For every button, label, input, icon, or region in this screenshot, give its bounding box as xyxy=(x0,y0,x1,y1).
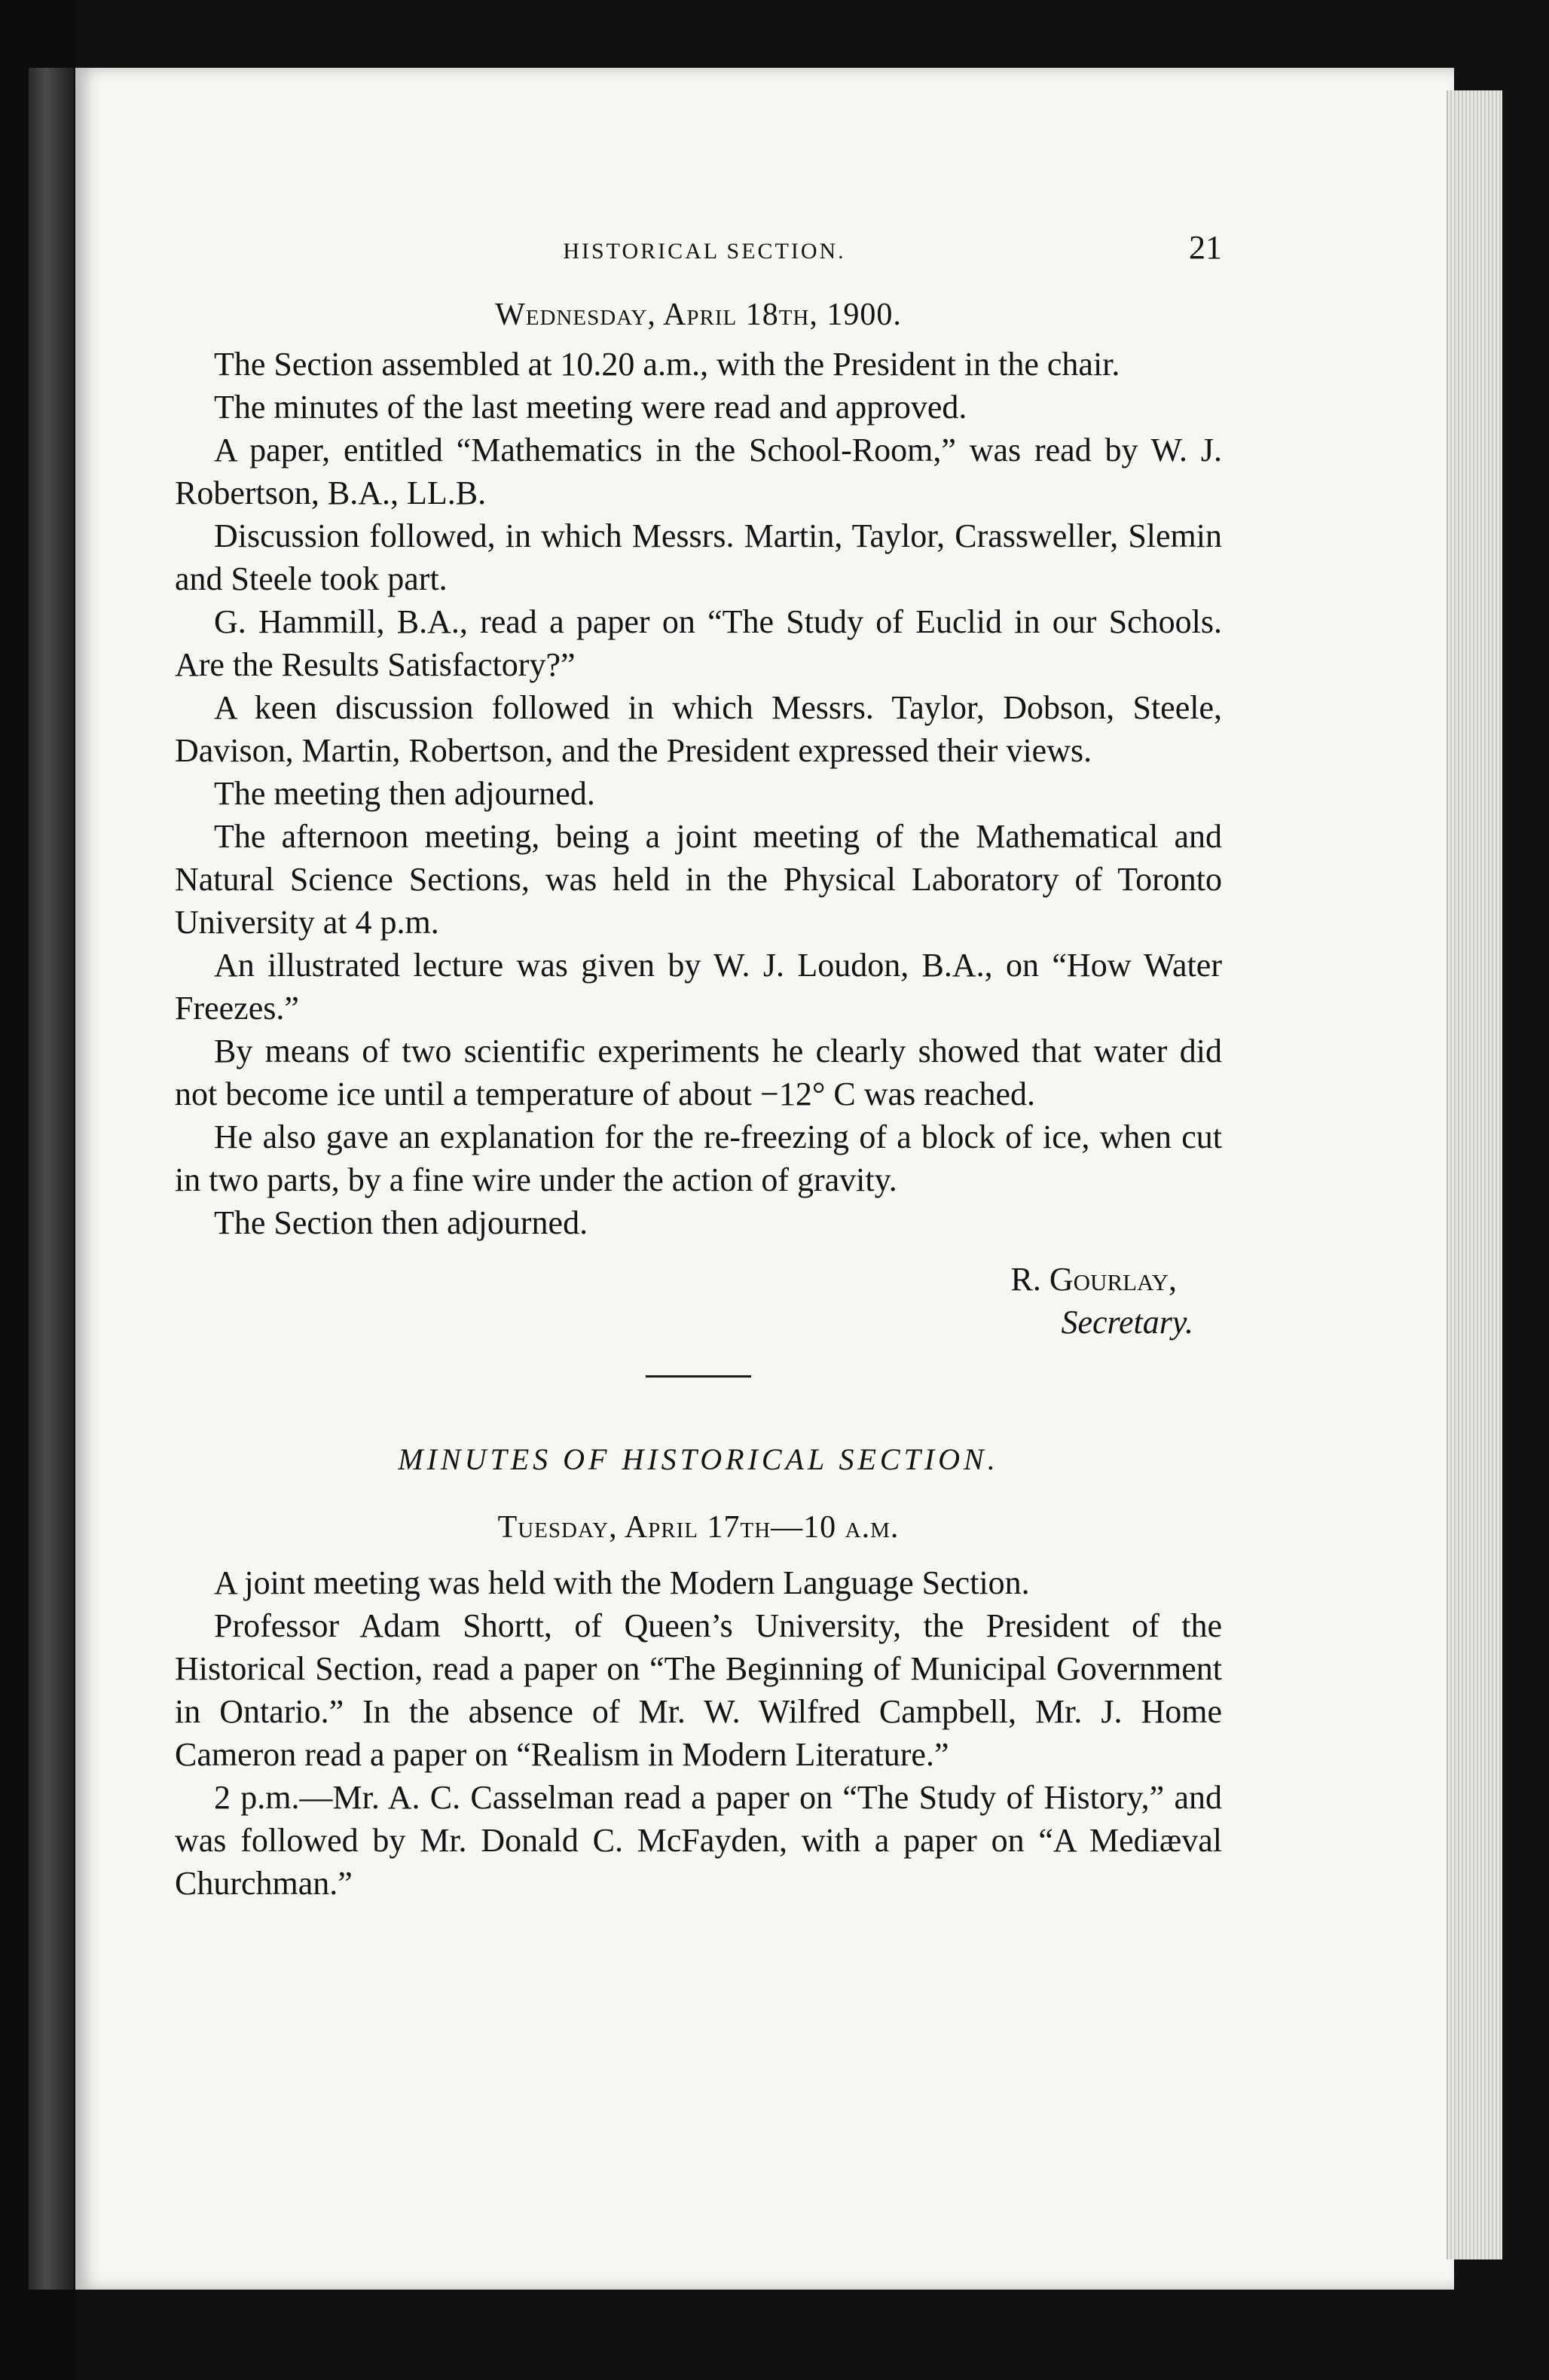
page-text xyxy=(175,226,1222,1905)
paragraph: He also gave an explanation for the re-freezing of a block of ice, when cut in two parts, by a fine wire under the action of gravity. xyxy=(175,1118,1222,1198)
paragraph: The Section then adjourned. xyxy=(214,1204,588,1241)
paragraph: An illustrated lecture was given by W. J. Loudon, B.A., on “How Water Freezes.” xyxy=(175,947,1222,1027)
date-heading-tuesday: Tuesday, April 17th—10 a.m. xyxy=(497,1510,900,1545)
paragraph: 2 p.m.—Mr. A. C. Casselman read a paper on “The Study of History,” and was followed by Mr. Donald C. McFayden, with a paper on “A Mediæval Churchman.” xyxy=(175,1779,1222,1902)
paragraph: The meeting then adjourned. xyxy=(214,775,595,812)
paragraph: A paper, entitled “Mathematics in the School-Room,” was read by W. J. Robertson, B.A., LL.B. xyxy=(175,432,1222,511)
signature-role: Secretary. xyxy=(1061,1304,1193,1341)
page-stack-edge xyxy=(1447,90,1502,2259)
section-title: MINUTES OF HISTORICAL SECTION. xyxy=(398,1442,999,1476)
date-heading-wednesday: Wednesday, April 18th, 1900. xyxy=(495,298,902,332)
paragraph: The afternoon meeting, being a joint meeting of the Mathematical and Natural Science Sections, was held in the Physical Laboratory of Toronto University at 4 p.m. xyxy=(175,818,1222,941)
running-title: HISTORICAL SECTION. xyxy=(563,239,846,264)
page-number: 21 xyxy=(1189,229,1222,266)
paragraph: By means of two scientific experiments he clearly showed that water did not become ice until a temperature of about −12° C was reached. xyxy=(175,1033,1222,1112)
book-binding-edge xyxy=(29,68,74,2290)
paragraph: A keen discussion followed in which Messrs. Taylor, Dobson, Steele, Davison, Martin, Robertson, and the President expressed their views. xyxy=(175,689,1222,769)
paragraph: G. Hammill, B.A., read a paper on “The Study of Euclid in our Schools. Are the Results Satisfactory?” xyxy=(175,603,1222,683)
paragraph: Professor Adam Shortt, of Queen’s University, the President of the Historical Section, read a paper on “The Beginning of Municipal Government in Ontario.” In the absence of Mr. W. Wilfred Campbell, Mr. J. Home Cameron read a paper on “Realism in Modern Literature.” xyxy=(175,1607,1222,1773)
paragraph: The minutes of the last meeting were read and approved. xyxy=(214,389,967,426)
paragraph: Discussion followed, in which Messrs. Martin, Taylor, Crassweller, Slemin and Steele took part. xyxy=(175,517,1222,597)
running-head xyxy=(175,226,1222,279)
section-divider xyxy=(646,1375,751,1378)
paragraph: The Section assembled at 10.20 a.m., with the President in the chair. xyxy=(214,346,1120,383)
paragraph: A joint meeting was held with the Modern Language Section. xyxy=(214,1564,1030,1601)
signature-name: R. Gourlay, xyxy=(1010,1261,1177,1298)
